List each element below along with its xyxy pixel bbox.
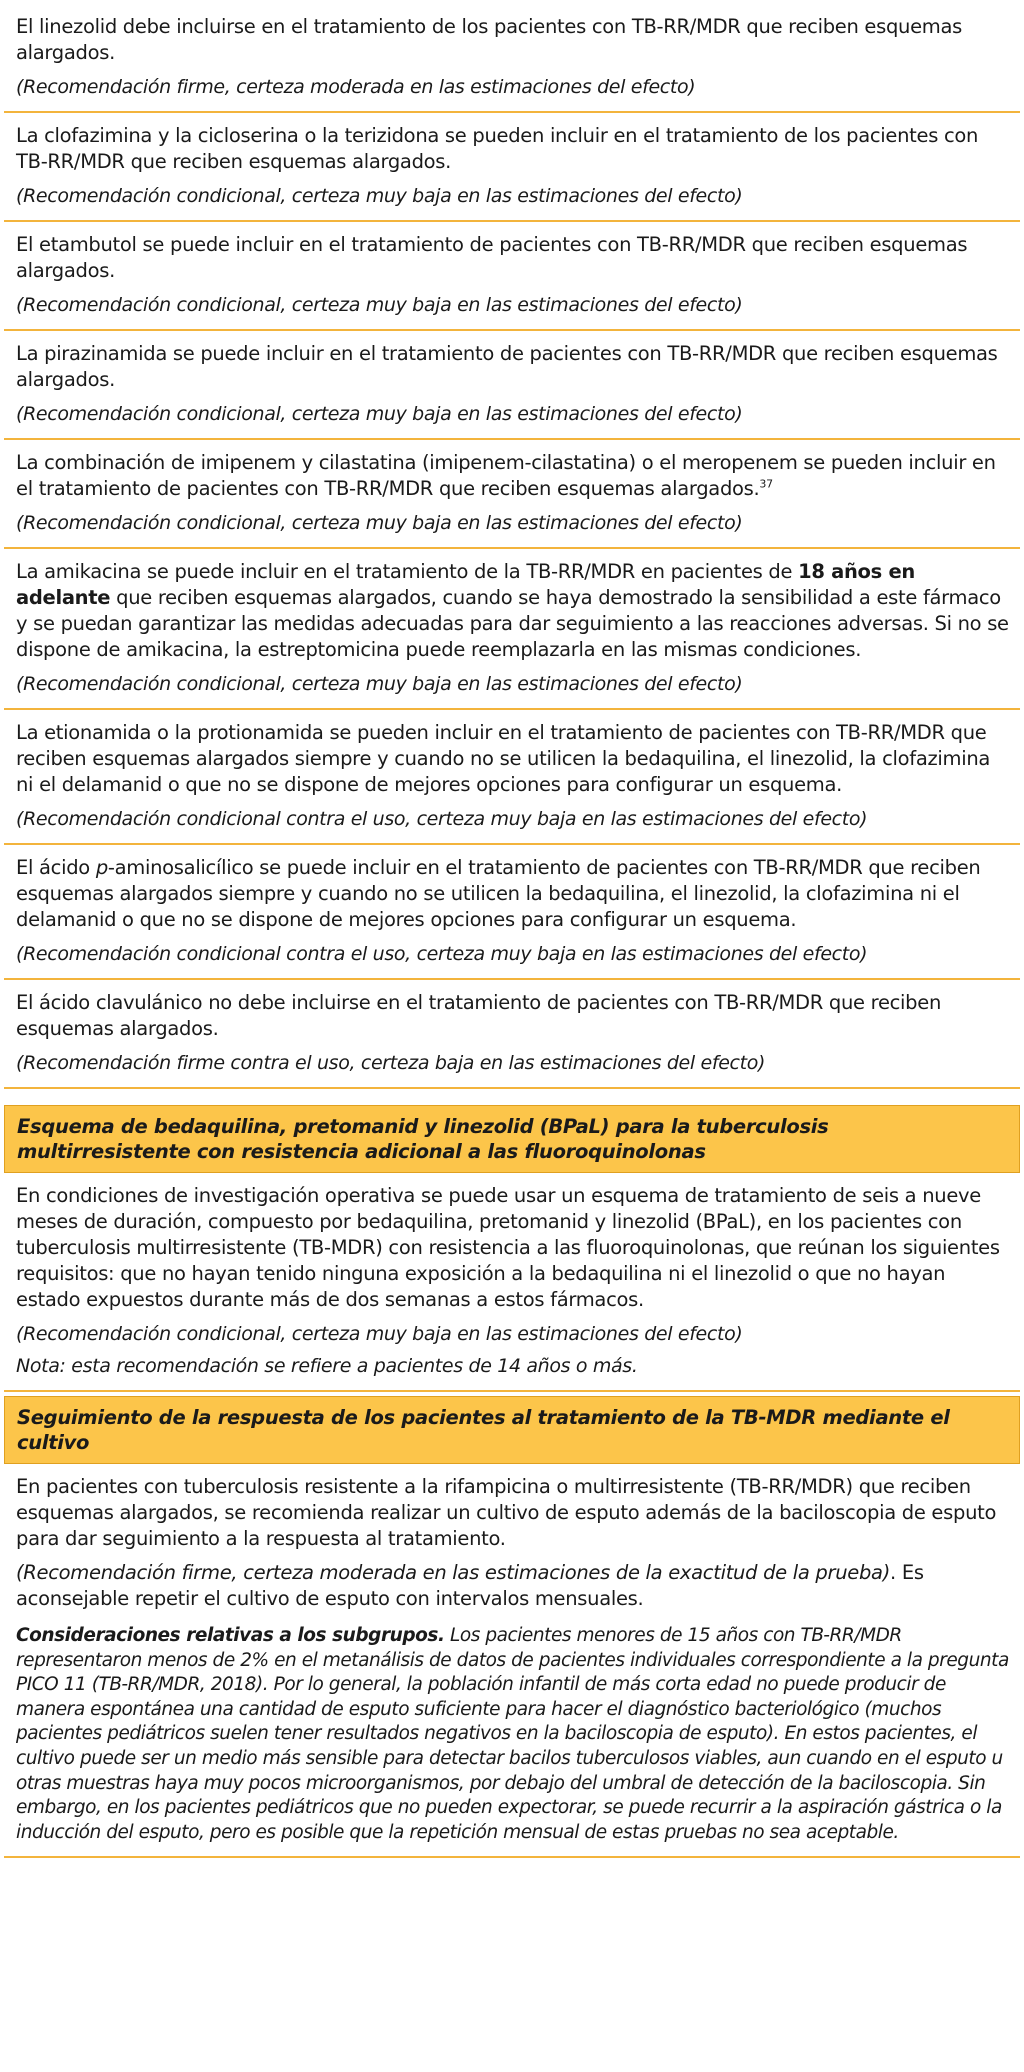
recommendation-strength: (Recomendación condicional, certeza muy baja en las estimaciones del efecto) <box>16 1323 743 1345</box>
recommendation-culture <box>4 1464 1020 1858</box>
section-header-culture: Seguimiento de la respuesta de los pacientes al tratamiento de la TB-MDR mediante el cultivo <box>4 1396 1020 1464</box>
recommendation-etionamida <box>4 710 1020 845</box>
document-content <box>4 8 1020 1858</box>
recommendation-text <box>16 559 1010 663</box>
recommendation-text-pre: El ácido <box>16 856 96 879</box>
section-header-bpal: Esquema de bedaquilina, pretomanid y linezolid (BPaL) para la tuberculosis multirresistente con resistencia adicional a las fluoroquinolonas <box>4 1105 1020 1173</box>
subgroup-considerations-title: Consideraciones relativas a los subgrupos. <box>16 1625 445 1646</box>
recommendation-text-main: La combinación de imipenem y cilastatina (imipenem-cilastatina) o el meropenem se pueden incluir en el tratamiento de pacientes con TB-RR/MDR que reciben esquemas alargados. <box>16 451 996 500</box>
recommendation-text: En condiciones de investigación operativa se puede usar un esquema de tratamiento de seis a nueve meses de duración, compuesto por bedaquilina, pretomanid y linezolid (BPaL), en los pacientes con tuberculosis multirresistente (TB-MDR) con resistencia a las fluoroquinolonas, que reúnan los siguientes requisitos: que no hayan tenido ninguna exposición a la bedaquilina ni el linezolid o que no hayan estado expuestos durante más de dos semanas a estos fármacos. <box>16 1184 1000 1311</box>
recommendation-strength: (Recomendación condicional, certeza muy baja en las estimaciones del efecto) <box>16 673 743 695</box>
recommendation-strength: (Recomendación condicional contra el uso, certeza muy baja en las estimaciones del efecto) <box>16 808 868 830</box>
recommendation-text: El ácido clavulánico no debe incluirse en el tratamiento de pacientes con TB-RR/MDR que reciben esquemas alargados. <box>16 991 942 1040</box>
section-spacer <box>4 1089 1020 1105</box>
recommendation-text: La etionamida o la protionamida se pueden incluir en el tratamiento de pacientes con TB-RR/MDR que reciben esquemas alargados siempre y cuando no se utilicen la bedaquilina, el linezolid, la clofazimina ni el delamanid o que no se dispone de mejores opciones para configurar un esquema. <box>16 721 991 796</box>
recommendation-strength: (Recomendación condicional, certeza muy baja en las estimaciones del efecto) <box>16 512 743 534</box>
recommendation-clofazimina <box>4 113 1020 222</box>
recommendation-strength: (Recomendación firme, certeza moderada en las estimaciones del efecto) <box>16 76 696 98</box>
recommendation-text <box>16 450 1010 502</box>
recommendation-strength: (Recomendación condicional, certeza muy baja en las estimaciones del efecto) <box>16 403 743 425</box>
footnote-marker: 37 <box>759 477 773 491</box>
recommendation-pas <box>4 845 1020 980</box>
recommendation-strength: (Recomendación condicional contra el uso, certeza muy baja en las estimaciones del efecto) <box>16 943 868 965</box>
recommendation-strength-plain: . Es aconsejable repetir el cultivo de esputo con intervalos mensuales. <box>16 1561 924 1610</box>
recommendation-strength: (Recomendación condicional, certeza muy baja en las estimaciones del efecto) <box>16 185 743 207</box>
recommendation-age-emphasis: 18 años en adelante <box>16 560 915 609</box>
recommendation-strength: (Recomendación condicional, certeza muy baja en las estimaciones del efecto) <box>16 294 743 316</box>
recommendation-text: El linezolid debe incluirse en el tratamiento de los pacientes con TB-RR/MDR que reciben esquemas alargados. <box>16 15 963 64</box>
recommendation-text-post: que reciben esquemas alargados, cuando se haya demostrado la sensibilidad a este fármaco y se puedan garantizar las medidas adecuadas para dar seguimiento a las reacciones adversas. Si no se dispone de amikacina, la estreptomicina puede reemplazarla en las mismas condiciones. <box>16 586 1009 661</box>
recommendation-imipenem <box>4 440 1020 549</box>
recommendation-strength-italic: (Recomendación firme, certeza moderada en las estimaciones de la exactitud de la prueba) <box>16 1561 891 1584</box>
recommendation-text: La clofazimina y la cicloserina o la terizidona se pueden incluir en el tratamiento de los pacientes con TB-RR/MDR que reciben esquemas alargados. <box>16 124 979 173</box>
subgroup-considerations <box>16 1624 1010 1845</box>
recommendation-text: En pacientes con tuberculosis resistente a la rifampicina o multirresistente (TB-RR/MDR) que reciben esquemas alargados, se recomienda realizar un cultivo de esputo además de la baciloscopia de esputo para dar seguimiento a la respuesta al tratamiento. <box>16 1475 997 1550</box>
recommendation-bpal <box>4 1173 1020 1392</box>
recommendation-pirazinamida <box>4 331 1020 440</box>
recommendation-text-italic: p <box>95 856 108 879</box>
recommendation-etambutol <box>4 222 1020 331</box>
recommendation-text: El etambutol se puede incluir en el tratamiento de pacientes con TB-RR/MDR que reciben esquemas alargados. <box>16 233 968 282</box>
recommendation-text: La pirazinamida se puede incluir en el tratamiento de pacientes con TB-RR/MDR que reciben esquemas alargados. <box>16 342 998 391</box>
recommendation-text <box>16 855 1010 933</box>
recommendation-strength <box>16 1560 1010 1612</box>
recommendation-linezolid <box>4 8 1020 113</box>
recommendation-strength: (Recomendación firme contra el uso, certeza baja en las estimaciones del efecto) <box>16 1052 766 1074</box>
subgroup-considerations-text: Los pacientes menores de 15 años con TB-RR/MDR representaron menos de 2% en el metanálisis de datos de pacientes individuales correspondiente a la pregunta PICO 11 (TB-RR/MDR, 2018). Por lo general, la población infantil de más corta edad no puede producir de manera espontánea una cantidad de esputo suficiente para hacer el diagnóstico bacteriológico (muchos pacientes pediátricos suelen tener resultados negativos en la baciloscopia de esputo). En estos pacientes, el cultivo puede ser un medio más sensible para detectar bacilos tuberculosos viables, aun cuando en el esputo u otras muestras haya muy pocos microorganismos, por debajo del umbral de detección de la baciloscopia. Sin embargo, en los pacientes pediátricos que no pueden expectorar, se puede recurrir a la aspiración gástrica o la inducción del esputo, pero es posible que la repetición mensual de estas pruebas no sea aceptable. <box>16 1625 1009 1843</box>
recommendation-note: Nota: esta recomendación se refiere a pacientes de 14 años o más. <box>16 1355 638 1377</box>
recommendation-clavulanico <box>4 980 1020 1089</box>
recommendation-text-pre: La amikacina se puede incluir en el tratamiento de la TB-RR/MDR en pacientes de <box>16 560 799 583</box>
recommendation-amikacina <box>4 549 1020 710</box>
recommendation-text-post: -aminosalicílico se puede incluir en el tratamiento de pacientes con TB-RR/MDR que reciben esquemas alargados siempre y cuando no se utilicen la bedaquilina, el linezolid, la clofazimina ni el delamanid o que no se dispone de mejores opciones para configurar un esquema. <box>16 856 981 931</box>
